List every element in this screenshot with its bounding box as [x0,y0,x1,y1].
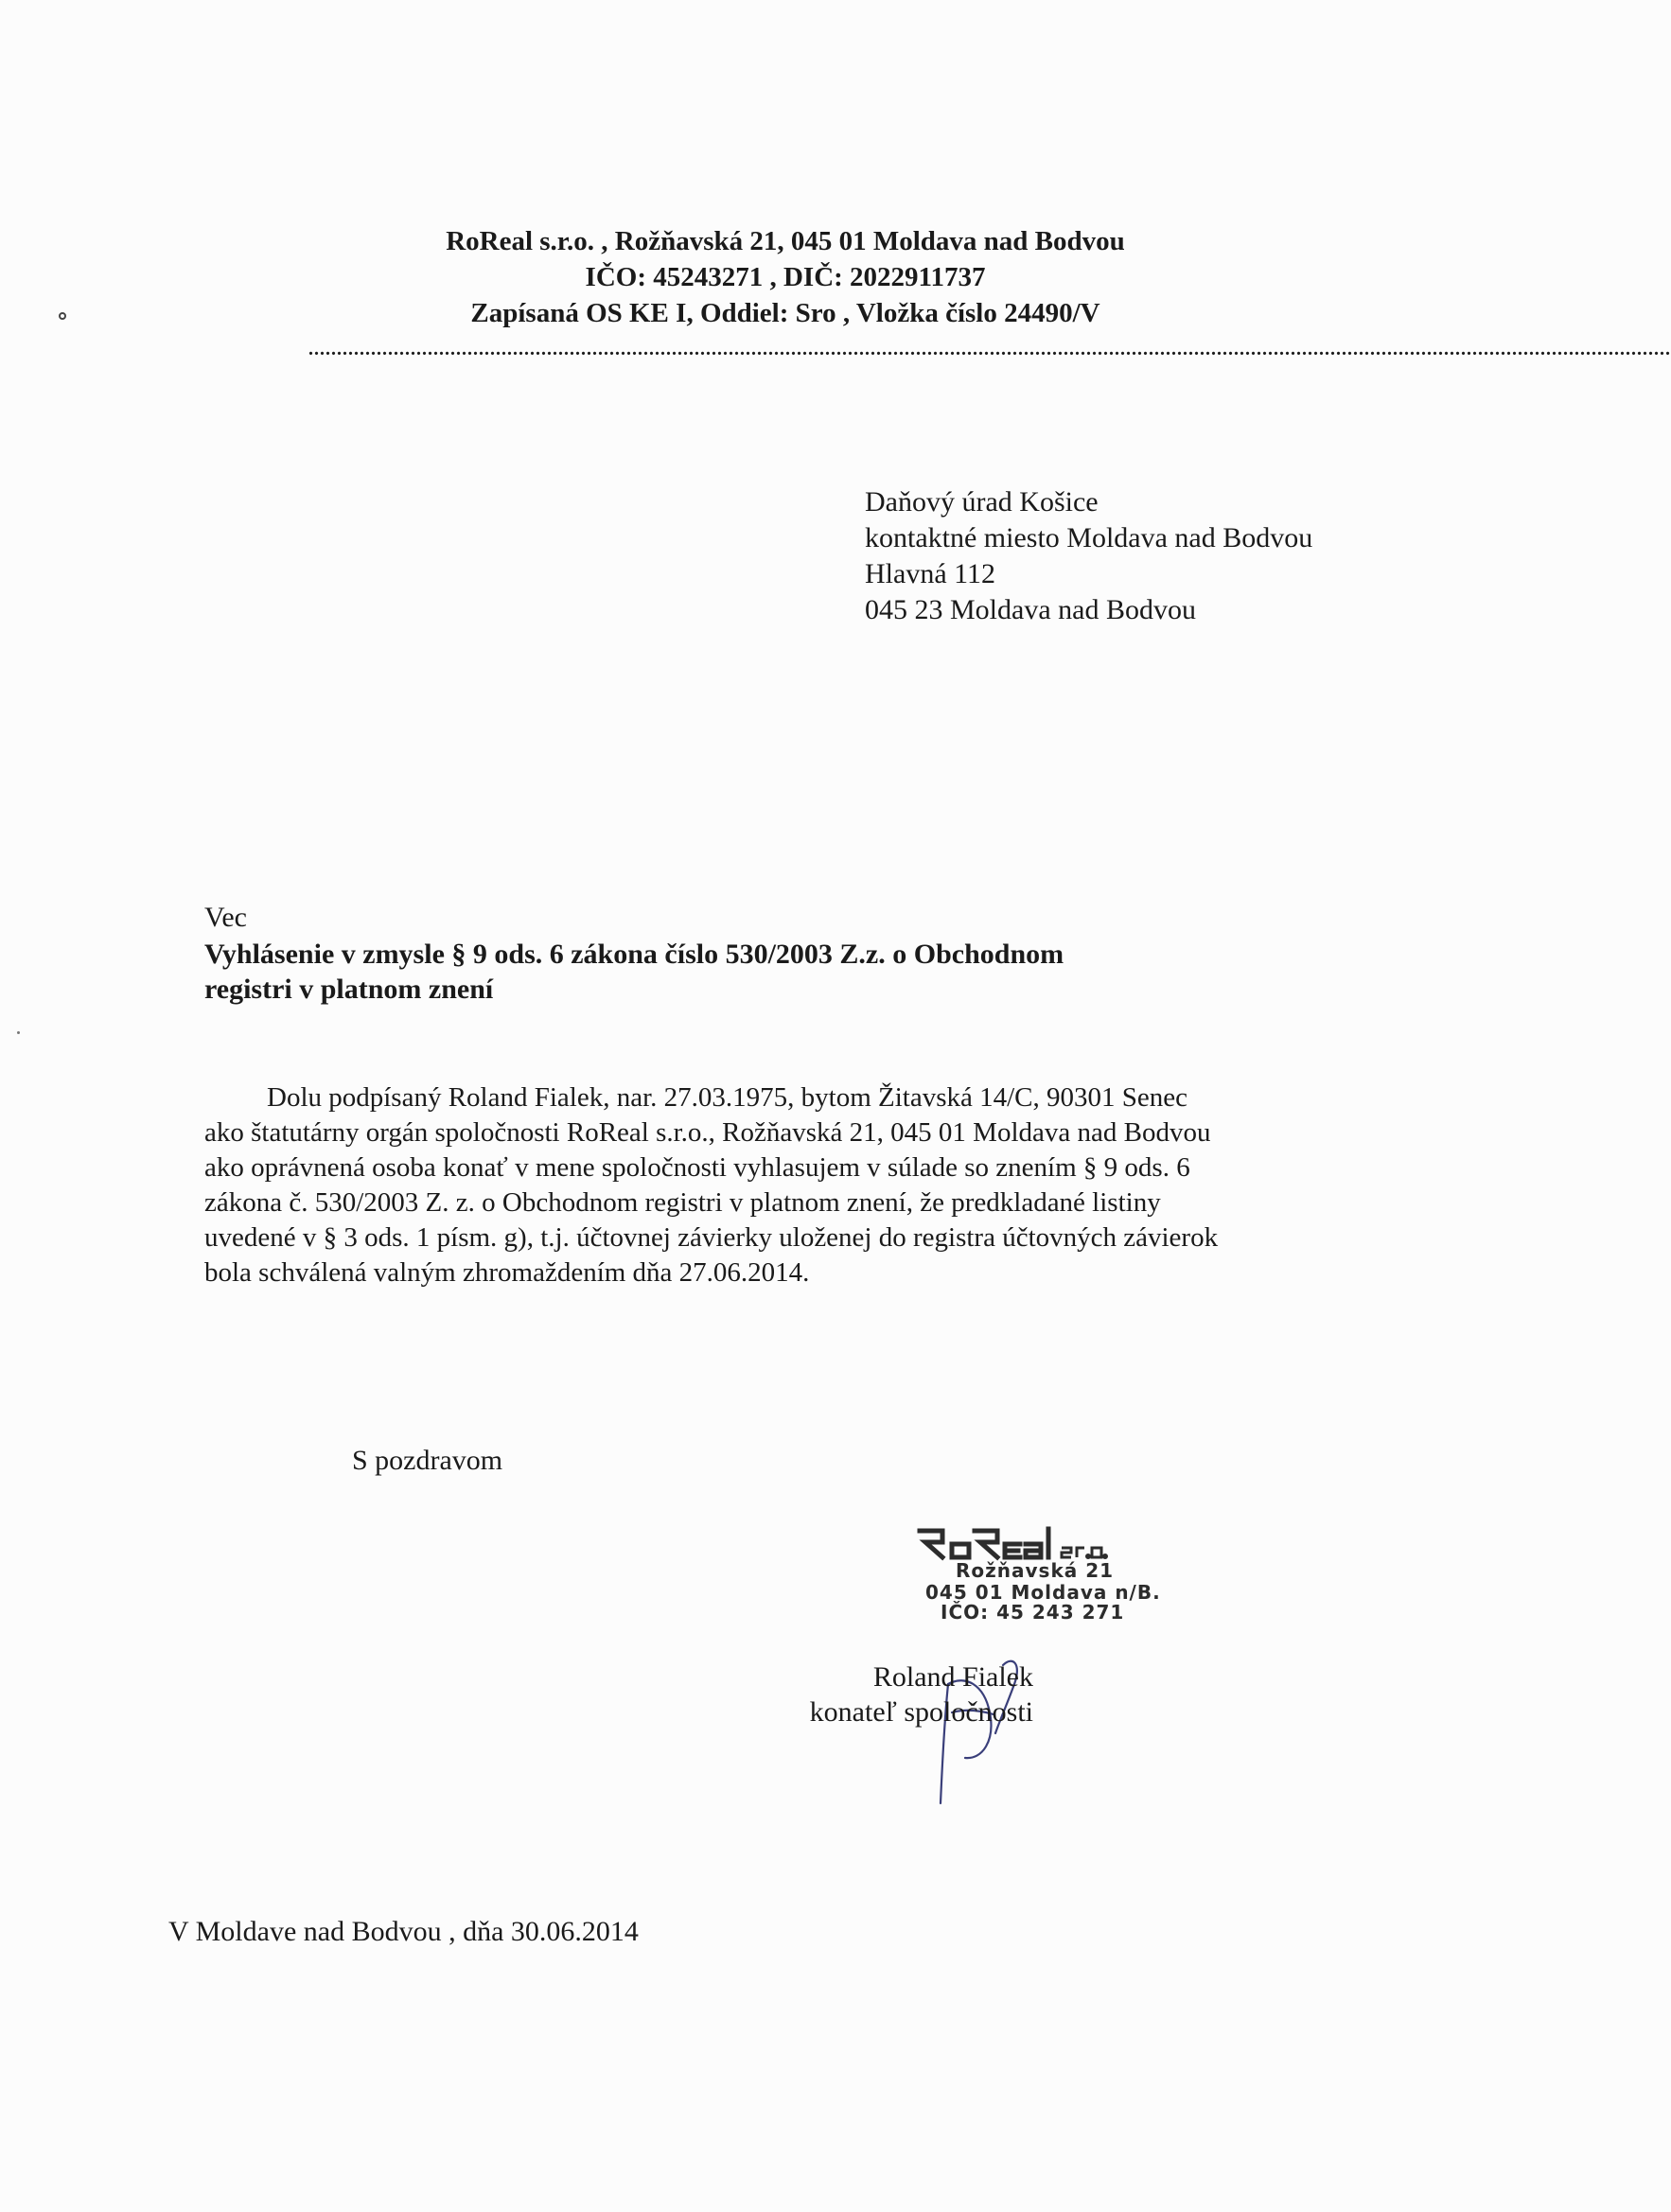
body-line: bola schválená valným zhromaždením dňa 27.06.2014. [204,1257,810,1288]
stamp-city: 045 01 Moldava n/B. [925,1581,1161,1604]
signer-block [778,1659,1033,1729]
company-stamp [908,1525,1164,1648]
letterhead [312,223,1258,331]
greeting: S pozdravom [352,1445,503,1476]
body-line: Dolu podpísaný Roland Fialek, nar. 27.03.1975, bytom Žitavská 14/C, 90301 Senec [267,1082,1188,1113]
scan-speck [17,1031,20,1034]
letterhead-registration-line: Zapísaná OS KE I, Oddiel: Sro , Vložka číslo 24490/V [470,298,1100,328]
letterhead-ids-line: IČO: 45243271 , DIČ: 2022911737 [585,262,986,292]
body-line: ako oprávnená osoba konať v mene spoločnosti vyhlasujem v súlade so znením § 9 ods. 6 [204,1152,1190,1183]
scan-speck [59,312,66,320]
body-paragraph [204,1080,1397,1290]
place-and-date: V Moldave nad Bodvou , dňa 30.06.2014 [168,1916,639,1947]
recipient-line: Hlavná 112 [865,558,996,589]
recipient-line: kontaktné miesto Moldava nad Bodvou [865,522,1313,553]
subject-line: Vyhlásenie v zmysle § 9 ods. 6 zákona číslo 530/2003 Z.z. o Obchodnom [204,939,1064,970]
recipient-address [865,484,1312,628]
stamp-ico: IČO: 45 243 271 [941,1601,1125,1624]
body-line: ako štatutárny orgán spoločnosti RoReal s.r.o., Rožňavská 21, 045 01 Moldava nad Bodvou [204,1117,1211,1148]
subject-label: Vec [204,902,247,933]
body-line: zákona č. 530/2003 Z. z. o Obchodnom registri v platnom znení, že predkladané listiny [204,1187,1161,1218]
body-line: uvedené v § 3 ods. 1 písm. g), t.j. účtovnej závierky uloženej do registra účtovných závierok [204,1222,1219,1253]
recipient-line: Daňový úrad Košice [865,486,1099,518]
subject-line: registri v platnom znení [204,974,494,1005]
dotted-separator: ................................................................................................................................................................................................................................................ [308,339,1671,360]
recipient-line: 045 23 Moldava nad Bodvou [865,594,1196,625]
signer-name: Roland Fialek [872,1661,1033,1693]
stamp-logo-icon [914,1525,1170,1563]
stamp-address: Rožňavská 21 [956,1559,1115,1582]
signer-role: konateľ spoločnosti [809,1696,1033,1728]
letterhead-company-line: RoReal s.r.o. , Rožňavská 21, 045 01 Moldava nad Bodvou [446,226,1125,256]
subject-title [204,937,1064,1007]
